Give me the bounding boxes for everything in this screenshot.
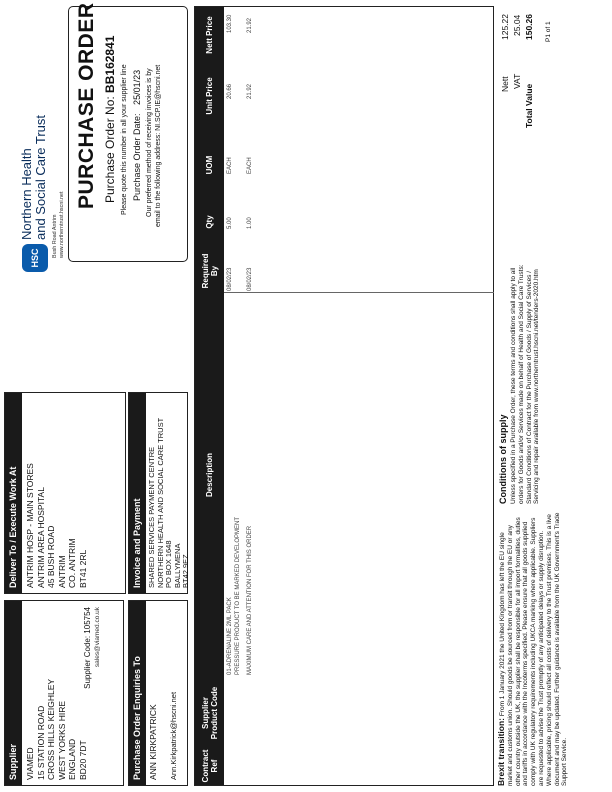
conditions-text: Unless specified in a Purchase Order, these terms and conditions shall apply to all orders for Goods and/or Services made on behalf of Health and Social Care Trusts: Standard Conditions of Contract for the Purchase of Goods / Supply of Services / Servicing and repair available from www.northerntrust.hscni.net/tenders-2020.htm	[510, 264, 541, 504]
enquiries-name: ANN KIRKPATRICK	[148, 704, 158, 780]
supplier-address	[22, 601, 91, 785]
deliver-line: 45 BUSH ROAD	[46, 525, 56, 588]
supplier-code	[83, 607, 92, 689]
invoice-address	[146, 393, 194, 593]
col-header-description: Description	[205, 453, 214, 498]
supplier-email[interactable]: sales@viamed.co.uk	[94, 607, 101, 668]
vat-total-label: VAT	[512, 73, 522, 89]
invoice-header: Invoice and Payment	[129, 393, 146, 593]
grand-total-label: Total Value	[524, 83, 534, 128]
row-uom: EACH	[247, 157, 253, 174]
supplier-line: ENGLAND	[67, 738, 77, 780]
supplier-header: Supplier	[5, 601, 22, 785]
conditions-section	[498, 264, 602, 504]
po-email-line1: Our preferred method of receiving invoices is by	[146, 68, 153, 217]
po-date	[132, 70, 142, 201]
supplier-code-label: Supplier Code:	[83, 635, 92, 689]
col-header-nett-price: Nett Price	[205, 16, 214, 54]
vat-total-value: 25.04	[512, 14, 522, 36]
item-description-line: MAXIMUM CARE AND ATTENTION FOR THIS ORDER	[247, 525, 253, 675]
org-address-line2: www.northerntrust.hscni.net	[58, 191, 65, 258]
enquiries-header: Purchase Order Enquiries To	[129, 601, 146, 785]
page-number: P1 of 1	[545, 21, 552, 42]
item-description-line: 01-ADRENALINE 2ML PACK	[227, 597, 233, 675]
item-description-line: PRESSURE PRODUCT TO BE MARKED DEVELOPMENT	[235, 516, 241, 675]
hsc-logo-icon: HSC	[22, 244, 48, 272]
col-header-qty: Qty	[205, 215, 214, 229]
po-date-label: Purchase Order Date:	[132, 113, 142, 201]
enquiries-email[interactable]: Ann.Kirkpatrick@hscni.net	[169, 691, 178, 780]
row-required-by: 08/02/23	[247, 267, 253, 291]
grand-total-value: 150.26	[524, 14, 534, 40]
nett-total-value: 125.22	[500, 14, 510, 40]
supplier-code-value: 105754	[83, 607, 92, 634]
supplier-line: BD20 7DT	[77, 740, 88, 780]
items-table	[194, 6, 494, 786]
supplier-line: CROSS HILLS KEIGHLEY	[46, 678, 56, 780]
col-header-product-code: Supplier Product Code	[200, 686, 219, 740]
col-header-unit-price: Unit Price	[205, 77, 214, 115]
org-address	[52, 191, 65, 258]
brexit-section	[498, 512, 602, 786]
invoice-line: SHARED SERVICES PAYMENT CENTRE	[147, 446, 156, 588]
po-number	[103, 36, 117, 203]
deliver-header: Deliver To / Execute Work At	[5, 393, 22, 593]
supplier-line: 15 STATION ROAD	[35, 705, 46, 780]
org-name	[20, 115, 47, 240]
nett-total-label: Nett	[500, 76, 510, 92]
deliver-line: ANTRIM HOSP - MAIN STORES	[25, 463, 35, 588]
row-qty: 5.00	[227, 217, 233, 229]
supplier-box	[4, 600, 124, 786]
row-qty: 1.00	[247, 217, 253, 229]
invoice-box	[128, 392, 191, 594]
po-email-line2: email to the following address: NI.SCP.IE@hscni.net	[155, 64, 162, 227]
col-header-contract-ref: Contract Ref	[200, 749, 219, 783]
row-required-by: 08/02/23	[227, 267, 233, 291]
supplier-line: WEST YORKS HIRE	[56, 700, 67, 780]
deliver-line: ANTRIM AREA HOSPITAL	[35, 487, 46, 588]
po-title: PURCHASE ORDER	[75, 2, 98, 209]
org-address-line1: Bush Road Antrim	[52, 214, 58, 258]
invoice-line: BALLYMENA	[172, 543, 182, 588]
supplier-line: VIAMED	[25, 747, 35, 780]
col-header-uom: UOM	[205, 155, 214, 175]
row-unit-price: 20.66	[227, 83, 233, 99]
po-details-box	[68, 2, 188, 262]
deliver-box	[4, 392, 126, 594]
brexit-paragraph	[498, 512, 569, 786]
invoice-line: PO BOX 1648	[164, 540, 174, 588]
org-name-line1: Northern Health	[19, 148, 34, 240]
po-number-label: Purchase Order No:	[103, 96, 117, 203]
deliver-address	[22, 393, 91, 593]
po-quote-text: Please quote this number in all your supplier line	[121, 64, 128, 215]
invoice-line: NORTHERN HEALTH AND SOCIAL CARE TRUST	[155, 417, 165, 588]
invoice-line: BT42 9EZ	[181, 554, 191, 588]
deliver-line: ANTRIM	[56, 555, 67, 588]
deliver-line: CO. ANTRIM	[67, 538, 77, 588]
column-divider	[224, 292, 494, 293]
brexit-text: From 1 January 2021 the United Kingdom has left the EU single market and customs union. Should goods be sourced from or transit through the EU or any other country outside the UK, the supplier shall be responsible for all import formalities, duties and tariffs in accordance with the Incoterms specified. Please ensure that all goods supplied comply with UK regulatory requirements including UKCA marking where applicable. Suppliers are requested to advise the Trust promptly of any anticipated delays or supply disruption. Where applicable, pricing should reflect all costs of delivery to the Trust premises. This is a live document and may be updated. Further guidance is available from the UK Government's Trade Support Service.	[499, 512, 569, 786]
row-unit-price: 21.92	[247, 83, 253, 99]
row-uom: EACH	[227, 157, 233, 174]
po-date-value: 25/01/23	[132, 69, 142, 105]
enquiries-box	[128, 600, 188, 786]
brexit-title: Brexit transition:	[496, 717, 506, 786]
po-number-value: BB162841	[103, 35, 117, 93]
conditions-title: Conditions of supply	[498, 414, 508, 504]
deliver-line: BT41 2RL	[77, 549, 88, 588]
row-nett-price: 103.30	[227, 14, 233, 33]
col-header-required-by: Required By	[200, 253, 219, 289]
row-nett-price: 21.92	[247, 17, 253, 33]
org-name-line2: and Social Care Trust	[32, 114, 48, 240]
